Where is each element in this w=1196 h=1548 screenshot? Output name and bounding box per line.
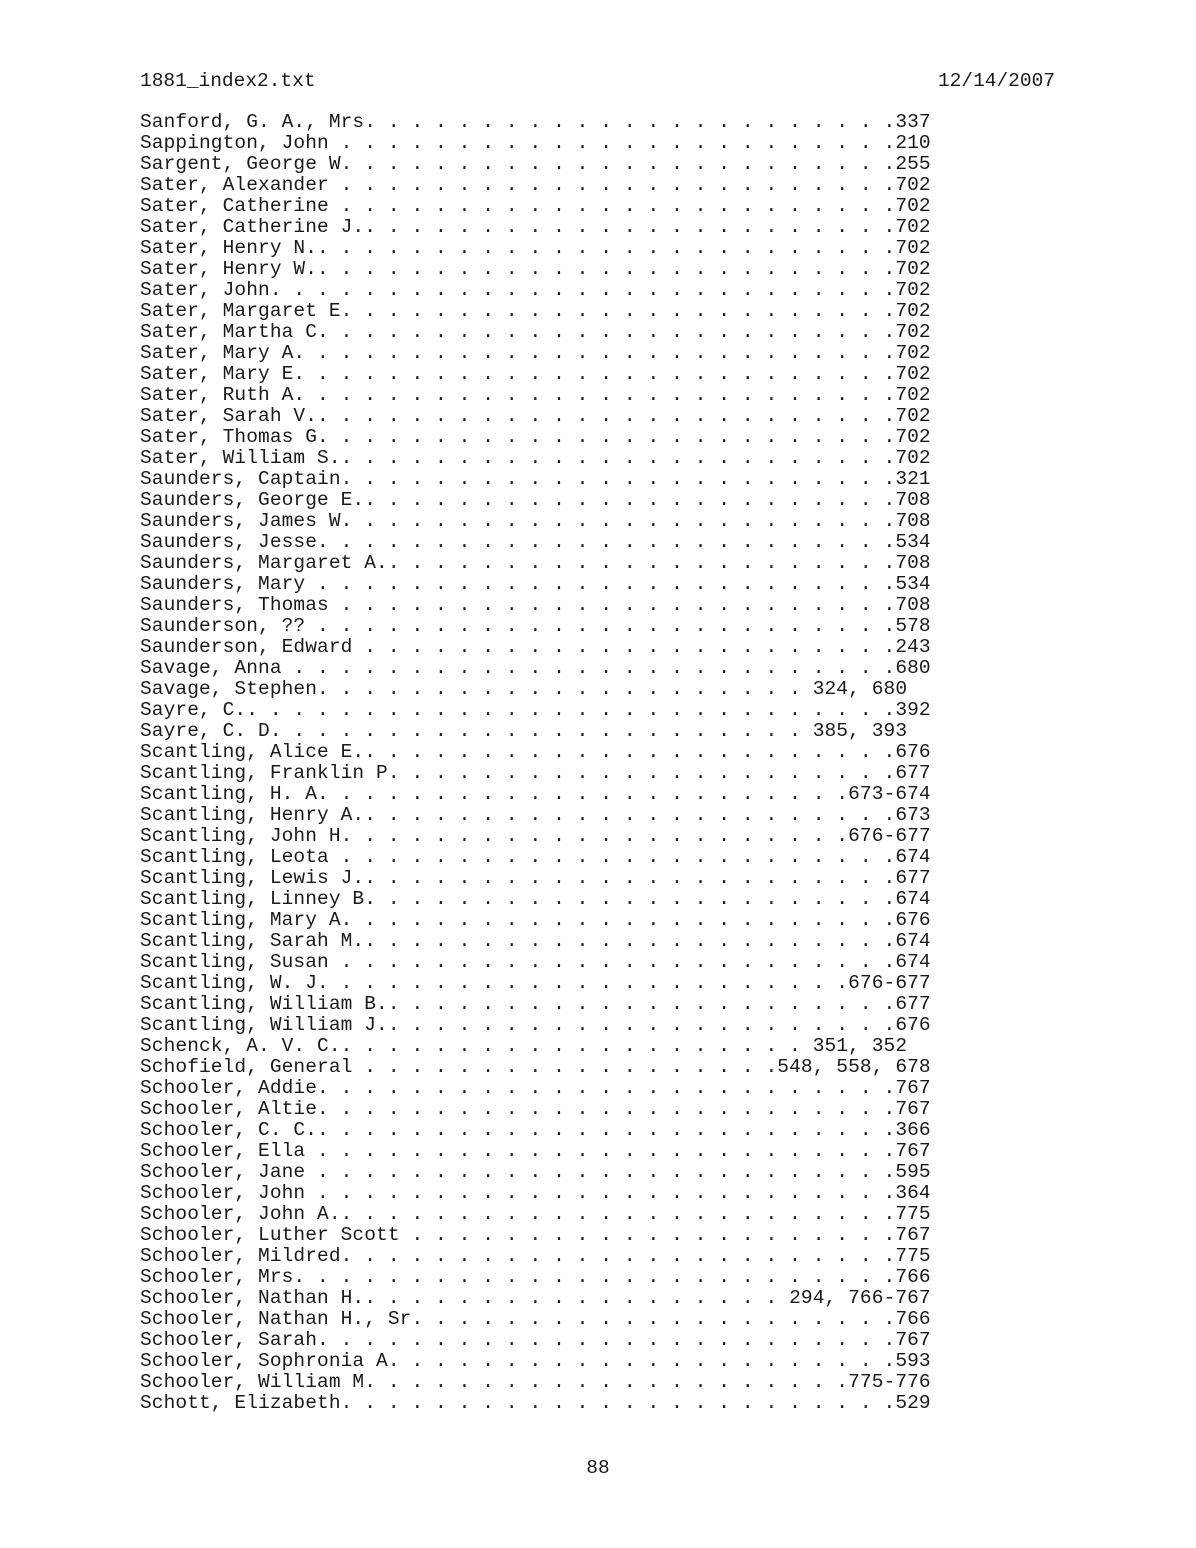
index-entry: Sater, Thomas G. . . . . . . . . . . . . . . . . . . . . . . . .702: [140, 426, 931, 448]
index-entry: Scantling, William J.. . . . . . . . . . . . . . . . . . . . . .676: [140, 1014, 931, 1036]
index-entry: Sater, Martha C. . . . . . . . . . . . . . . . . . . . . . . . .702: [140, 321, 931, 343]
index-entry: Saunders, Thomas . . . . . . . . . . . . . . . . . . . . . . . .708: [140, 594, 931, 616]
index-entry: Saunders, Mary . . . . . . . . . . . . . . . . . . . . . . . . .534: [140, 573, 931, 595]
index-entry: Scantling, Linney B. . . . . . . . . . . . . . . . . . . . . . .674: [140, 888, 931, 910]
index-entry: Schooler, Nathan H.. . . . . . . . . . . . . . . . . . 294, 766-767: [140, 1287, 931, 1309]
header-filename: 1881_index2.txt: [140, 70, 316, 92]
index-entry: Sater, Sarah V.. . . . . . . . . . . . . . . . . . . . . . . . .702: [140, 405, 931, 427]
index-entry: Sayre, C.. . . . . . . . . . . . . . . . . . . . . . . . . . . .392: [140, 699, 931, 721]
index-entry: Sater, John. . . . . . . . . . . . . . . . . . . . . . . . . . .702: [140, 279, 931, 301]
index-entry: Sanford, G. A., Mrs. . . . . . . . . . . . . . . . . . . . . . .337: [140, 111, 931, 133]
index-entry: Scantling, Leota . . . . . . . . . . . . . . . . . . . . . . . .674: [140, 846, 931, 868]
index-entry: Sater, Catherine . . . . . . . . . . . . . . . . . . . . . . . .702: [140, 195, 931, 217]
index-entry: Saunders, George E.. . . . . . . . . . . . . . . . . . . . . . .708: [140, 489, 931, 511]
index-entry: Sater, Mary E. . . . . . . . . . . . . . . . . . . . . . . . . .702: [140, 363, 931, 385]
index-entry: Sater, Mary A. . . . . . . . . . . . . . . . . . . . . . . . . .702: [140, 342, 931, 364]
index-entry: Scantling, John H. . . . . . . . . . . . . . . . . . . . . .676-677: [140, 825, 931, 847]
index-entry: Sater, Margaret E. . . . . . . . . . . . . . . . . . . . . . . .702: [140, 300, 931, 322]
index-entry: Scantling, Sarah M.. . . . . . . . . . . . . . . . . . . . . . .674: [140, 930, 931, 952]
index-entry: Schooler, William M. . . . . . . . . . . . . . . . . . . . .775-776: [140, 1371, 931, 1393]
index-entry: Sater, William S.. . . . . . . . . . . . . . . . . . . . . . . .702: [140, 447, 931, 469]
index-entry: Schooler, Sarah. . . . . . . . . . . . . . . . . . . . . . . . .767: [140, 1329, 931, 1351]
index-entry: Schooler, Mildred. . . . . . . . . . . . . . . . . . . . . . . .775: [140, 1245, 931, 1267]
index-entry: Schooler, Altie. . . . . . . . . . . . . . . . . . . . . . . . .767: [140, 1098, 931, 1120]
index-entry: Saunders, Jesse. . . . . . . . . . . . . . . . . . . . . . . . .534: [140, 531, 931, 553]
index-entry: Saunders, James W. . . . . . . . . . . . . . . . . . . . . . . .708: [140, 510, 931, 532]
page-header: [140, 68, 1055, 94]
index-entry: Schott, Elizabeth. . . . . . . . . . . . . . . . . . . . . . . .529: [140, 1392, 931, 1414]
index-entry: Schooler, John A.. . . . . . . . . . . . . . . . . . . . . . . .775: [140, 1203, 931, 1225]
index-entry: Savage, Anna . . . . . . . . . . . . . . . . . . . . . . . . . .680: [140, 657, 931, 679]
index-entry: Scantling, William B.. . . . . . . . . . . . . . . . . . . . . .677: [140, 993, 931, 1015]
index-entry: Schooler, Sophronia A. . . . . . . . . . . . . . . . . . . . . .593: [140, 1350, 931, 1372]
index-entry: Schooler, Nathan H., Sr. . . . . . . . . . . . . . . . . . . . .766: [140, 1308, 931, 1330]
index-entry: Schooler, Ella . . . . . . . . . . . . . . . . . . . . . . . . .767: [140, 1140, 931, 1162]
index-entry: Saunders, Margaret A.. . . . . . . . . . . . . . . . . . . . . .708: [140, 552, 931, 574]
index-entry: Sater, Catherine J.. . . . . . . . . . . . . . . . . . . . . . .702: [140, 216, 931, 238]
index-entry: Sayre, C. D. . . . . . . . . . . . . . . . . . . . . . . 385, 393: [140, 720, 908, 742]
index-entry: Saunders, Captain. . . . . . . . . . . . . . . . . . . . . . . .321: [140, 468, 931, 490]
header-date: 12/14/2007: [937, 70, 1055, 92]
index-entry: Sargent, George W. . . . . . . . . . . . . . . . . . . . . . . .255: [140, 153, 931, 175]
index-entry: Scantling, Lewis J.. . . . . . . . . . . . . . . . . . . . . . .677: [140, 867, 931, 889]
index-entry: Schooler, Jane . . . . . . . . . . . . . . . . . . . . . . . . .595: [140, 1161, 931, 1183]
index-entry: Schooler, John . . . . . . . . . . . . . . . . . . . . . . . . .364: [140, 1182, 931, 1204]
index-entry: Saunderson, Edward . . . . . . . . . . . . . . . . . . . . . . .243: [140, 636, 931, 658]
index-entry: Schooler, C. C.. . . . . . . . . . . . . . . . . . . . . . . . .366: [140, 1119, 931, 1141]
index-entry: Scantling, H. A. . . . . . . . . . . . . . . . . . . . . . .673-674: [140, 783, 931, 805]
index-entry: Schooler, Luther Scott . . . . . . . . . . . . . . . . . . . . .767: [140, 1224, 931, 1246]
index-entry: Sater, Alexander . . . . . . . . . . . . . . . . . . . . . . . .702: [140, 174, 931, 196]
index-entry: Scantling, Susan . . . . . . . . . . . . . . . . . . . . . . . .674: [140, 951, 931, 973]
index-entry: Schenck, A. V. C.. . . . . . . . . . . . . . . . . . . . 351, 352: [140, 1035, 908, 1057]
index-entry: Scantling, Henry A.. . . . . . . . . . . . . . . . . . . . . . .673: [140, 804, 931, 826]
index-entry: Sater, Ruth A. . . . . . . . . . . . . . . . . . . . . . . . . .702: [140, 384, 931, 406]
index-entry: Sater, Henry N.. . . . . . . . . . . . . . . . . . . . . . . . .702: [140, 237, 931, 259]
index-entry: Scantling, W. J. . . . . . . . . . . . . . . . . . . . . . .676-677: [140, 972, 931, 994]
index-list: [140, 112, 931, 1414]
index-entry: Scantling, Franklin P. . . . . . . . . . . . . . . . . . . . . .677: [140, 762, 931, 784]
index-entry: Schooler, Addie. . . . . . . . . . . . . . . . . . . . . . . . .767: [140, 1077, 931, 1099]
index-entry: Saunderson, ?? . . . . . . . . . . . . . . . . . . . . . . . . .578: [140, 615, 931, 637]
index-entry: Schooler, Mrs. . . . . . . . . . . . . . . . . . . . . . . . . .766: [140, 1266, 931, 1288]
index-entry: Schofield, General . . . . . . . . . . . . . . . . . .548, 558, 678: [140, 1056, 931, 1078]
index-entry: Scantling, Alice E.. . . . . . . . . . . . . . . . . . . . . . .676: [140, 741, 931, 763]
index-entry: Sater, Henry W.. . . . . . . . . . . . . . . . . . . . . . . . .702: [140, 258, 931, 280]
index-entry: Sappington, John . . . . . . . . . . . . . . . . . . . . . . . .210: [140, 132, 931, 154]
page-number: 88: [586, 1457, 610, 1479]
index-entry: Scantling, Mary A. . . . . . . . . . . . . . . . . . . . . . . .676: [140, 909, 931, 931]
index-entry: Savage, Stephen. . . . . . . . . . . . . . . . . . . . . 324, 680: [140, 678, 908, 700]
